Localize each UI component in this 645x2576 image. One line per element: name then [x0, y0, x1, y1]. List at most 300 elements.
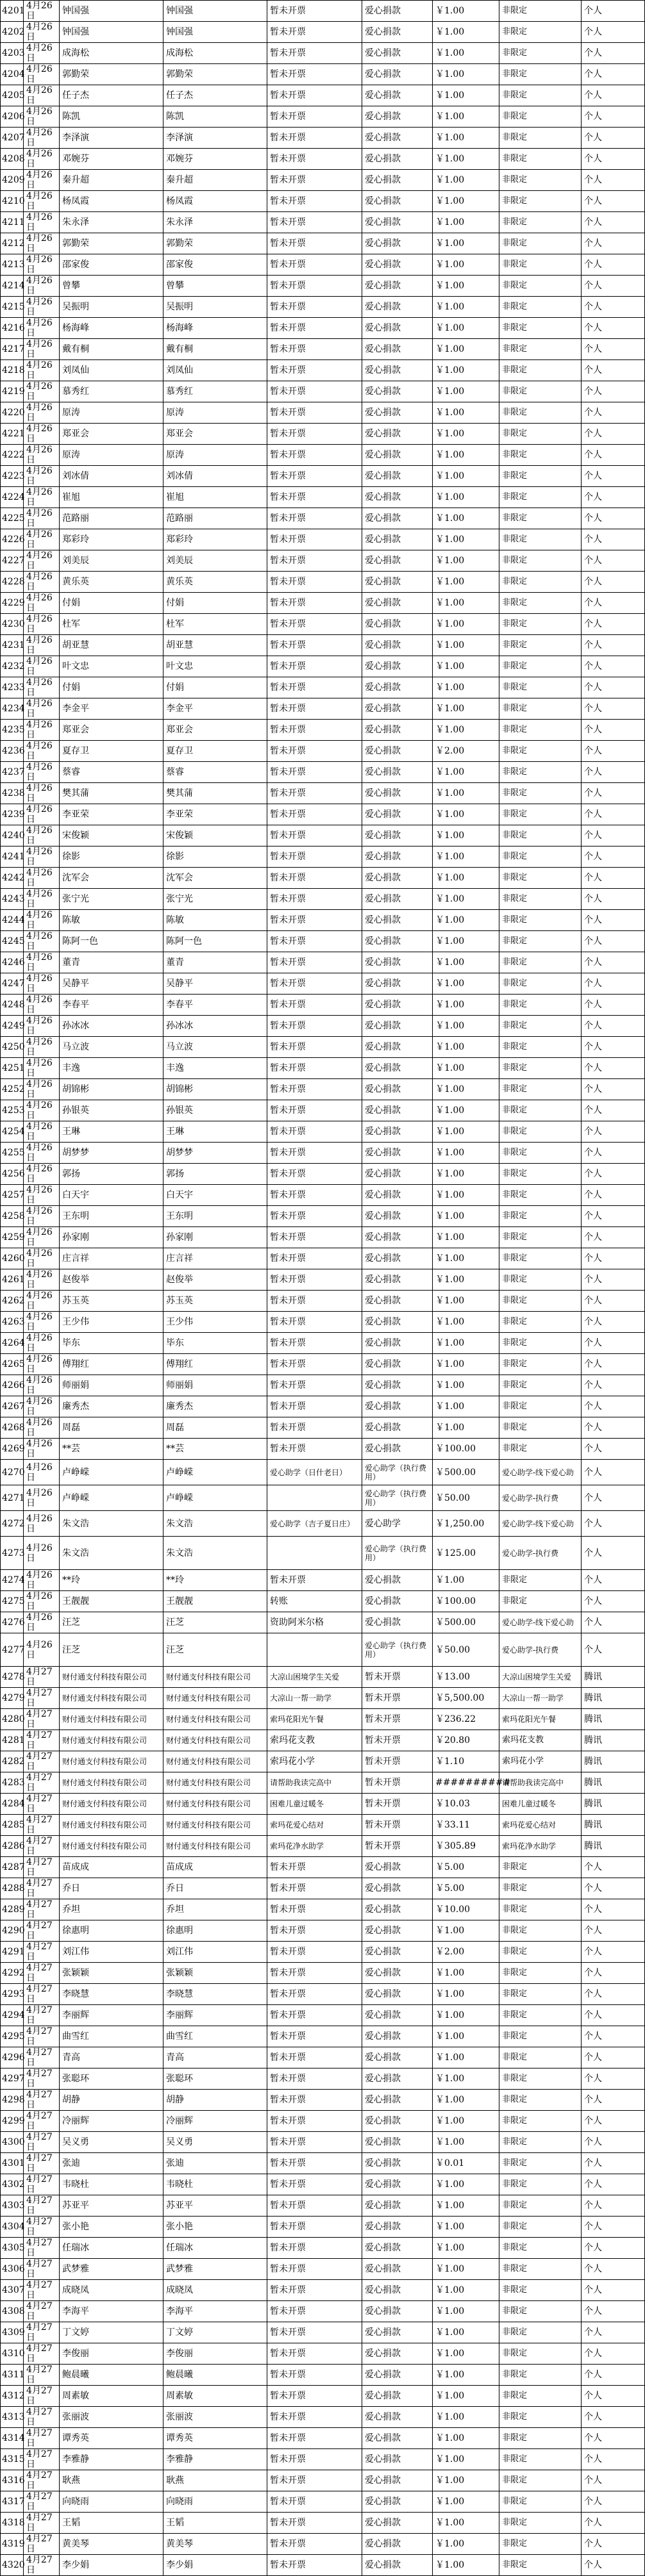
date-cell[interactable]: 4月27日: [24, 1963, 60, 1984]
restriction-cell[interactable]: 非限定: [499, 233, 582, 254]
date-cell[interactable]: 4月26日: [24, 1417, 60, 1439]
amount-cell[interactable]: ￥1.00: [433, 2026, 499, 2047]
amount-cell[interactable]: ￥1.00: [433, 2343, 499, 2365]
category-cell[interactable]: 爱心捐款: [362, 698, 433, 720]
donor-name-dup-cell[interactable]: 吴静平: [163, 973, 267, 995]
amount-cell[interactable]: ￥1.00: [433, 1037, 499, 1058]
date-cell[interactable]: 4月26日: [24, 424, 60, 445]
donor-name-dup-cell[interactable]: 胡亚慧: [163, 635, 267, 656]
restriction-cell[interactable]: 非限定: [499, 2005, 582, 2026]
amount-cell[interactable]: ￥100.00: [433, 1591, 499, 1612]
category-cell[interactable]: 爱心捐款: [362, 1269, 433, 1291]
donor-name-cell[interactable]: 朱文浩: [60, 1537, 163, 1570]
amount-cell[interactable]: ￥1.00: [433, 889, 499, 910]
invoice-status-cell[interactable]: 请帮助我读完高中: [267, 1772, 362, 1794]
category-cell[interactable]: 爱心捐款: [362, 466, 433, 487]
invoice-status-cell[interactable]: 暂未开票: [267, 2534, 362, 2555]
category-cell[interactable]: 爱心捐款: [362, 2534, 433, 2555]
category-cell[interactable]: 爱心捐款: [362, 2047, 433, 2068]
category-cell[interactable]: 爱心助学（执行费用）: [362, 1485, 433, 1511]
restriction-cell[interactable]: 非限定: [499, 2132, 582, 2153]
row-number-cell[interactable]: 4277: [1, 1633, 24, 1667]
row-number-cell[interactable]: 4249: [1, 1016, 24, 1037]
donor-name-cell[interactable]: 樊其蒲: [60, 783, 163, 804]
donor-name-dup-cell[interactable]: 叶文忠: [163, 656, 267, 677]
donor-type-cell[interactable]: 个人: [582, 1460, 645, 1485]
donor-name-dup-cell[interactable]: 宋俊颖: [163, 825, 267, 846]
restriction-cell[interactable]: 非限定: [499, 318, 582, 339]
donor-name-dup-cell[interactable]: 邓婉芬: [163, 149, 267, 170]
invoice-status-cell[interactable]: 暂未开票: [267, 508, 362, 529]
invoice-status-cell[interactable]: 暂未开票: [267, 889, 362, 910]
date-cell[interactable]: 4月26日: [24, 1227, 60, 1248]
invoice-status-cell[interactable]: 暂未开票: [267, 2153, 362, 2174]
invoice-status-cell[interactable]: 困难儿童过暖冬: [267, 1794, 362, 1815]
category-cell[interactable]: 爱心捐款: [362, 1206, 433, 1227]
amount-cell[interactable]: ￥1.00: [433, 529, 499, 550]
date-cell[interactable]: 4月27日: [24, 1751, 60, 1772]
row-number-cell[interactable]: 4241: [1, 846, 24, 868]
row-number-cell[interactable]: 4258: [1, 1206, 24, 1227]
date-cell[interactable]: 4月27日: [24, 2026, 60, 2047]
donor-name-dup-cell[interactable]: 黄美琴: [163, 2534, 267, 2555]
donor-name-dup-cell[interactable]: 郑彩玲: [163, 529, 267, 550]
donor-type-cell[interactable]: 个人: [582, 2026, 645, 2047]
donor-name-cell[interactable]: 杜军: [60, 614, 163, 635]
category-cell[interactable]: 爱心捐款: [362, 85, 433, 106]
date-cell[interactable]: 4月26日: [24, 508, 60, 529]
invoice-status-cell[interactable]: 暂未开票: [267, 128, 362, 149]
amount-cell[interactable]: ￥1.00: [433, 677, 499, 698]
amount-cell[interactable]: ￥1.00: [433, 2365, 499, 2386]
restriction-cell[interactable]: 爱心助学-执行费: [499, 1537, 582, 1570]
date-cell[interactable]: 4月27日: [24, 2259, 60, 2280]
row-number-cell[interactable]: 4253: [1, 1100, 24, 1121]
invoice-status-cell[interactable]: 暂未开票: [267, 1, 362, 22]
category-cell[interactable]: 爱心捐款: [362, 2132, 433, 2153]
invoice-status-cell[interactable]: 暂未开票: [267, 43, 362, 64]
category-cell[interactable]: 爱心捐款: [362, 2238, 433, 2259]
restriction-cell[interactable]: 非限定: [499, 339, 582, 360]
invoice-status-cell[interactable]: [267, 1633, 362, 1667]
donor-name-dup-cell[interactable]: 赵俊举: [163, 1269, 267, 1291]
row-number-cell[interactable]: 4259: [1, 1227, 24, 1248]
category-cell[interactable]: 爱心捐款: [362, 677, 433, 698]
amount-cell[interactable]: ￥1.00: [433, 106, 499, 128]
invoice-status-cell[interactable]: 暂未开票: [267, 2449, 362, 2470]
category-cell[interactable]: 暂未开票: [362, 1815, 433, 1836]
date-cell[interactable]: 4月27日: [24, 2555, 60, 2576]
row-number-cell[interactable]: 4315: [1, 2449, 24, 2470]
category-cell[interactable]: 爱心捐款: [362, 106, 433, 128]
row-number-cell[interactable]: 4205: [1, 85, 24, 106]
donor-name-dup-cell[interactable]: 曾攀: [163, 276, 267, 297]
row-number-cell[interactable]: 4306: [1, 2259, 24, 2280]
restriction-cell[interactable]: 非限定: [499, 2174, 582, 2195]
donor-type-cell[interactable]: 个人: [582, 2111, 645, 2132]
category-cell[interactable]: 爱心捐款: [362, 1396, 433, 1417]
invoice-status-cell[interactable]: 暂未开票: [267, 2195, 362, 2217]
donor-name-dup-cell[interactable]: 李丽辉: [163, 2005, 267, 2026]
donor-name-cell[interactable]: 苏亚平: [60, 2195, 163, 2217]
donor-type-cell[interactable]: 个人: [582, 910, 645, 931]
category-cell[interactable]: 爱心捐款: [362, 2217, 433, 2238]
category-cell[interactable]: 爱心捐款: [362, 1354, 433, 1375]
donor-name-cell[interactable]: 郭扬: [60, 1164, 163, 1185]
category-cell[interactable]: 爱心捐款: [362, 825, 433, 846]
donor-name-dup-cell[interactable]: 李晓慧: [163, 1984, 267, 2005]
donor-name-dup-cell[interactable]: 鲍晨曦: [163, 2365, 267, 2386]
amount-cell[interactable]: ￥1.00: [433, 402, 499, 424]
donor-name-dup-cell[interactable]: 付娟: [163, 593, 267, 614]
restriction-cell[interactable]: 非限定: [499, 1878, 582, 1899]
restriction-cell[interactable]: 非限定: [499, 1185, 582, 1206]
donor-name-cell[interactable]: **芸: [60, 1439, 163, 1460]
date-cell[interactable]: 4月27日: [24, 1815, 60, 1836]
row-number-cell[interactable]: 4316: [1, 2470, 24, 2491]
donor-name-cell[interactable]: 吴义勇: [60, 2132, 163, 2153]
amount-cell[interactable]: ￥1.00: [433, 952, 499, 973]
row-number-cell[interactable]: 4268: [1, 1417, 24, 1439]
row-number-cell[interactable]: 4305: [1, 2238, 24, 2259]
donor-name-dup-cell[interactable]: 钟国强: [163, 1, 267, 22]
invoice-status-cell[interactable]: 暂未开票: [267, 529, 362, 550]
category-cell[interactable]: 爱心捐款: [362, 846, 433, 868]
date-cell[interactable]: 4月26日: [24, 698, 60, 720]
date-cell[interactable]: 4月26日: [24, 233, 60, 254]
amount-cell[interactable]: ￥1.00: [433, 698, 499, 720]
donor-name-dup-cell[interactable]: 张聪环: [163, 2068, 267, 2090]
amount-cell[interactable]: ￥1.00: [433, 2534, 499, 2555]
donor-name-cell[interactable]: 孙冰冰: [60, 1016, 163, 1037]
row-number-cell[interactable]: 4254: [1, 1121, 24, 1143]
donor-type-cell[interactable]: 个人: [582, 1899, 645, 1920]
category-cell[interactable]: 爱心捐款: [362, 614, 433, 635]
date-cell[interactable]: 4月27日: [24, 2111, 60, 2132]
row-number-cell[interactable]: 4235: [1, 720, 24, 741]
donor-type-cell[interactable]: 个人: [582, 1058, 645, 1079]
restriction-cell[interactable]: 非限定: [499, 1100, 582, 1121]
row-number-cell[interactable]: 4257: [1, 1185, 24, 1206]
donor-type-cell[interactable]: 腾讯: [582, 1751, 645, 1772]
row-number-cell[interactable]: 4318: [1, 2513, 24, 2534]
category-cell[interactable]: 爱心捐款: [362, 1058, 433, 1079]
date-cell[interactable]: 4月27日: [24, 2449, 60, 2470]
donor-name-dup-cell[interactable]: 徐影: [163, 846, 267, 868]
amount-cell[interactable]: ￥1.00: [433, 381, 499, 402]
amount-cell[interactable]: ￥1.00: [433, 424, 499, 445]
amount-cell[interactable]: ￥1.00: [433, 2047, 499, 2068]
donor-name-dup-cell[interactable]: 毕东: [163, 1333, 267, 1354]
date-cell[interactable]: 4月27日: [24, 2047, 60, 2068]
restriction-cell[interactable]: 非限定: [499, 2470, 582, 2491]
row-number-cell[interactable]: 4252: [1, 1079, 24, 1100]
row-number-cell[interactable]: 4312: [1, 2386, 24, 2407]
amount-cell[interactable]: ￥1.00: [433, 1984, 499, 2005]
date-cell[interactable]: 4月26日: [24, 339, 60, 360]
category-cell[interactable]: 爱心捐款: [362, 1591, 433, 1612]
donor-name-cell[interactable]: 杨海峰: [60, 318, 163, 339]
donor-type-cell[interactable]: 个人: [582, 233, 645, 254]
donor-name-cell[interactable]: 胡锦彬: [60, 1079, 163, 1100]
donor-type-cell[interactable]: 个人: [582, 339, 645, 360]
restriction-cell[interactable]: 非限定: [499, 2259, 582, 2280]
row-number-cell[interactable]: 4282: [1, 1751, 24, 1772]
donor-name-cell[interactable]: 张小艳: [60, 2217, 163, 2238]
restriction-cell[interactable]: 非限定: [499, 2343, 582, 2365]
donor-name-cell[interactable]: 张颖颖: [60, 1963, 163, 1984]
restriction-cell[interactable]: 非限定: [499, 995, 582, 1016]
donor-type-cell[interactable]: 个人: [582, 572, 645, 593]
invoice-status-cell[interactable]: 暂未开票: [267, 2343, 362, 2365]
date-cell[interactable]: 4月26日: [24, 1485, 60, 1511]
amount-cell[interactable]: ￥1.00: [433, 2259, 499, 2280]
invoice-status-cell[interactable]: 暂未开票: [267, 973, 362, 995]
invoice-status-cell[interactable]: 暂未开票: [267, 1396, 362, 1417]
row-number-cell[interactable]: 4307: [1, 2280, 24, 2301]
invoice-status-cell[interactable]: 暂未开票: [267, 762, 362, 783]
row-number-cell[interactable]: 4285: [1, 1815, 24, 1836]
date-cell[interactable]: 4月27日: [24, 2513, 60, 2534]
date-cell[interactable]: 4月27日: [24, 2322, 60, 2343]
donor-name-dup-cell[interactable]: 李泽演: [163, 128, 267, 149]
donor-type-cell[interactable]: 个人: [582, 1185, 645, 1206]
donor-name-cell[interactable]: 刘美辰: [60, 550, 163, 572]
restriction-cell[interactable]: 非限定: [499, 1269, 582, 1291]
category-cell[interactable]: 爱心捐款: [362, 2470, 433, 2491]
date-cell[interactable]: 4月27日: [24, 2068, 60, 2090]
donor-type-cell[interactable]: 个人: [582, 2449, 645, 2470]
date-cell[interactable]: 4月26日: [24, 593, 60, 614]
row-number-cell[interactable]: 4202: [1, 22, 24, 43]
row-number-cell[interactable]: 4308: [1, 2301, 24, 2322]
donor-type-cell[interactable]: 个人: [582, 2068, 645, 2090]
amount-cell[interactable]: ￥1.00: [433, 1143, 499, 1164]
amount-cell[interactable]: ￥1.00: [433, 170, 499, 191]
row-number-cell[interactable]: 4299: [1, 2111, 24, 2132]
row-number-cell[interactable]: 4264: [1, 1333, 24, 1354]
invoice-status-cell[interactable]: 暂未开票: [267, 2280, 362, 2301]
category-cell[interactable]: 爱心捐款: [362, 381, 433, 402]
donor-name-cell[interactable]: 韦晓杜: [60, 2174, 163, 2195]
donor-name-cell[interactable]: 叶文忠: [60, 656, 163, 677]
row-number-cell[interactable]: 4286: [1, 1836, 24, 1857]
donor-name-cell[interactable]: 汪芝: [60, 1612, 163, 1633]
donor-type-cell[interactable]: 个人: [582, 2195, 645, 2217]
date-cell[interactable]: 4月27日: [24, 2534, 60, 2555]
donor-name-dup-cell[interactable]: 汪芝: [163, 1633, 267, 1667]
invoice-status-cell[interactable]: [267, 1485, 362, 1511]
restriction-cell[interactable]: 索玛花爱心结对: [499, 1815, 582, 1836]
row-number-cell[interactable]: 4204: [1, 64, 24, 85]
donor-name-dup-cell[interactable]: 苏玉英: [163, 1291, 267, 1312]
donor-type-cell[interactable]: 个人: [582, 529, 645, 550]
donor-name-cell[interactable]: 任子杰: [60, 85, 163, 106]
donor-name-cell[interactable]: 乔坦: [60, 1899, 163, 1920]
donor-name-cell[interactable]: 卢峥嵘: [60, 1460, 163, 1485]
donor-type-cell[interactable]: 个人: [582, 889, 645, 910]
row-number-cell[interactable]: 4214: [1, 276, 24, 297]
invoice-status-cell[interactable]: 暂未开票: [267, 2407, 362, 2428]
restriction-cell[interactable]: 非限定: [499, 783, 582, 804]
row-number-cell[interactable]: 4222: [1, 445, 24, 466]
date-cell[interactable]: 4月27日: [24, 2217, 60, 2238]
donor-name-cell[interactable]: 郑亚会: [60, 720, 163, 741]
donor-name-cell[interactable]: 向晓雨: [60, 2491, 163, 2513]
donor-type-cell[interactable]: 个人: [582, 381, 645, 402]
donor-type-cell[interactable]: 个人: [582, 783, 645, 804]
amount-cell[interactable]: ￥10.00: [433, 1899, 499, 1920]
donor-type-cell[interactable]: 个人: [582, 22, 645, 43]
category-cell[interactable]: 暂未开票: [362, 1688, 433, 1709]
category-cell[interactable]: 暂未开票: [362, 1794, 433, 1815]
restriction-cell[interactable]: 非限定: [499, 952, 582, 973]
donor-type-cell[interactable]: 个人: [582, 550, 645, 572]
restriction-cell[interactable]: 非限定: [499, 1396, 582, 1417]
restriction-cell[interactable]: 非限定: [499, 1439, 582, 1460]
date-cell[interactable]: 4月26日: [24, 614, 60, 635]
invoice-status-cell[interactable]: 暂未开票: [267, 212, 362, 233]
donor-name-dup-cell[interactable]: 刘美辰: [163, 550, 267, 572]
donor-type-cell[interactable]: 个人: [582, 1312, 645, 1333]
amount-cell[interactable]: ￥1.00: [433, 614, 499, 635]
row-number-cell[interactable]: 4213: [1, 254, 24, 276]
donor-type-cell[interactable]: 个人: [582, 212, 645, 233]
donor-type-cell[interactable]: 个人: [582, 2217, 645, 2238]
donor-name-cell[interactable]: 付娟: [60, 677, 163, 698]
category-cell[interactable]: 爱心捐款: [362, 1857, 433, 1878]
amount-cell[interactable]: ￥1.00: [433, 762, 499, 783]
invoice-status-cell[interactable]: 暂未开票: [267, 2491, 362, 2513]
amount-cell[interactable]: ￥20.80: [433, 1730, 499, 1751]
donor-name-cell[interactable]: 崔旭: [60, 487, 163, 508]
donor-name-dup-cell[interactable]: 王韬: [163, 2513, 267, 2534]
amount-cell[interactable]: ￥1.00: [433, 487, 499, 508]
date-cell[interactable]: 4月27日: [24, 2365, 60, 2386]
donor-name-cell[interactable]: 刘江伟: [60, 1942, 163, 1963]
date-cell[interactable]: 4月26日: [24, 1143, 60, 1164]
donor-name-dup-cell[interactable]: 李金平: [163, 698, 267, 720]
date-cell[interactable]: 4月26日: [24, 1460, 60, 1485]
donor-name-dup-cell[interactable]: 郭勤荣: [163, 233, 267, 254]
row-number-cell[interactable]: 4272: [1, 1511, 24, 1537]
donor-name-dup-cell[interactable]: 崔旭: [163, 487, 267, 508]
restriction-cell[interactable]: 非限定: [499, 2301, 582, 2322]
donor-type-cell[interactable]: 腾讯: [582, 1772, 645, 1794]
restriction-cell[interactable]: 困难儿童过暖冬: [499, 1794, 582, 1815]
donor-name-dup-cell[interactable]: 李亚荣: [163, 804, 267, 825]
invoice-status-cell[interactable]: 暂未开票: [267, 339, 362, 360]
donor-name-dup-cell[interactable]: 周磊: [163, 1417, 267, 1439]
amount-cell[interactable]: ￥10.03: [433, 1794, 499, 1815]
donor-type-cell[interactable]: 个人: [582, 593, 645, 614]
donor-name-cell[interactable]: 原涛: [60, 445, 163, 466]
category-cell[interactable]: 爱心捐款: [362, 402, 433, 424]
restriction-cell[interactable]: 非限定: [499, 1375, 582, 1396]
restriction-cell[interactable]: 非限定: [499, 22, 582, 43]
invoice-status-cell[interactable]: 暂未开票: [267, 550, 362, 572]
donor-name-cell[interactable]: 郑彩玲: [60, 529, 163, 550]
donor-name-cell[interactable]: 蔡睿: [60, 762, 163, 783]
amount-cell[interactable]: ￥1.00: [433, 149, 499, 170]
donor-type-cell[interactable]: 个人: [582, 1570, 645, 1591]
restriction-cell[interactable]: 非限定: [499, 2449, 582, 2470]
restriction-cell[interactable]: 非限定: [499, 1016, 582, 1037]
date-cell[interactable]: 4月26日: [24, 22, 60, 43]
restriction-cell[interactable]: 爱心助学-线下爱心助: [499, 1460, 582, 1485]
row-number-cell[interactable]: 4208: [1, 149, 24, 170]
amount-cell[interactable]: ￥1.00: [433, 550, 499, 572]
row-number-cell[interactable]: 4224: [1, 487, 24, 508]
invoice-status-cell[interactable]: 暂未开票: [267, 2470, 362, 2491]
donor-type-cell[interactable]: 个人: [582, 85, 645, 106]
date-cell[interactable]: 4月26日: [24, 1537, 60, 1570]
donor-name-cell[interactable]: 丰逸: [60, 1058, 163, 1079]
invoice-status-cell[interactable]: [267, 1537, 362, 1570]
amount-cell[interactable]: ￥1.00: [433, 64, 499, 85]
row-number-cell[interactable]: 4219: [1, 381, 24, 402]
date-cell[interactable]: 4月26日: [24, 1439, 60, 1460]
invoice-status-cell[interactable]: 暂未开票: [267, 2047, 362, 2068]
row-number-cell[interactable]: 4243: [1, 889, 24, 910]
row-number-cell[interactable]: 4300: [1, 2132, 24, 2153]
category-cell[interactable]: 爱心捐款: [362, 149, 433, 170]
donor-name-cell[interactable]: 赵俊举: [60, 1269, 163, 1291]
amount-cell[interactable]: ￥1.00: [433, 1570, 499, 1591]
date-cell[interactable]: 4月27日: [24, 1667, 60, 1688]
amount-cell[interactable]: ￥1.00: [433, 2005, 499, 2026]
amount-cell[interactable]: ￥1.00: [433, 1375, 499, 1396]
donor-type-cell[interactable]: 个人: [582, 191, 645, 212]
row-number-cell[interactable]: 4296: [1, 2047, 24, 2068]
donor-name-cell[interactable]: 王琳: [60, 1121, 163, 1143]
amount-cell[interactable]: ￥1.00: [433, 128, 499, 149]
restriction-cell[interactable]: 非限定: [499, 1121, 582, 1143]
amount-cell[interactable]: ￥1.00: [433, 85, 499, 106]
category-cell[interactable]: 爱心捐款: [362, 889, 433, 910]
donor-type-cell[interactable]: 个人: [582, 656, 645, 677]
restriction-cell[interactable]: 非限定: [499, 529, 582, 550]
restriction-cell[interactable]: 非限定: [499, 2047, 582, 2068]
row-number-cell[interactable]: 4228: [1, 572, 24, 593]
invoice-status-cell[interactable]: 暂未开票: [267, 952, 362, 973]
row-number-cell[interactable]: 4283: [1, 1772, 24, 1794]
invoice-status-cell[interactable]: 暂未开票: [267, 741, 362, 762]
date-cell[interactable]: 4月26日: [24, 868, 60, 889]
date-cell[interactable]: 4月27日: [24, 1730, 60, 1751]
date-cell[interactable]: 4月27日: [24, 2280, 60, 2301]
donor-name-cell[interactable]: 付娟: [60, 593, 163, 614]
donor-name-dup-cell[interactable]: 原涛: [163, 402, 267, 424]
category-cell[interactable]: 爱心捐款: [362, 2365, 433, 2386]
donor-name-cell[interactable]: 廉秀杰: [60, 1396, 163, 1417]
donor-type-cell[interactable]: 个人: [582, 1269, 645, 1291]
category-cell[interactable]: 爱心捐款: [362, 445, 433, 466]
donor-name-dup-cell[interactable]: 李少娟: [163, 2555, 267, 2576]
amount-cell[interactable]: ￥1.00: [433, 931, 499, 952]
donor-name-cell[interactable]: **玲: [60, 1570, 163, 1591]
invoice-status-cell[interactable]: 暂未开票: [267, 2365, 362, 2386]
row-number-cell[interactable]: 4220: [1, 402, 24, 424]
category-cell[interactable]: 爱心捐款: [362, 1312, 433, 1333]
donor-type-cell[interactable]: 个人: [582, 1248, 645, 1269]
donor-type-cell[interactable]: 个人: [582, 2259, 645, 2280]
donor-name-cell[interactable]: 财付通支付科技有限公司: [60, 1772, 163, 1794]
restriction-cell[interactable]: 非限定: [499, 910, 582, 931]
row-number-cell[interactable]: 4311: [1, 2365, 24, 2386]
row-number-cell[interactable]: 4284: [1, 1794, 24, 1815]
donor-name-cell[interactable]: 慕秀红: [60, 381, 163, 402]
